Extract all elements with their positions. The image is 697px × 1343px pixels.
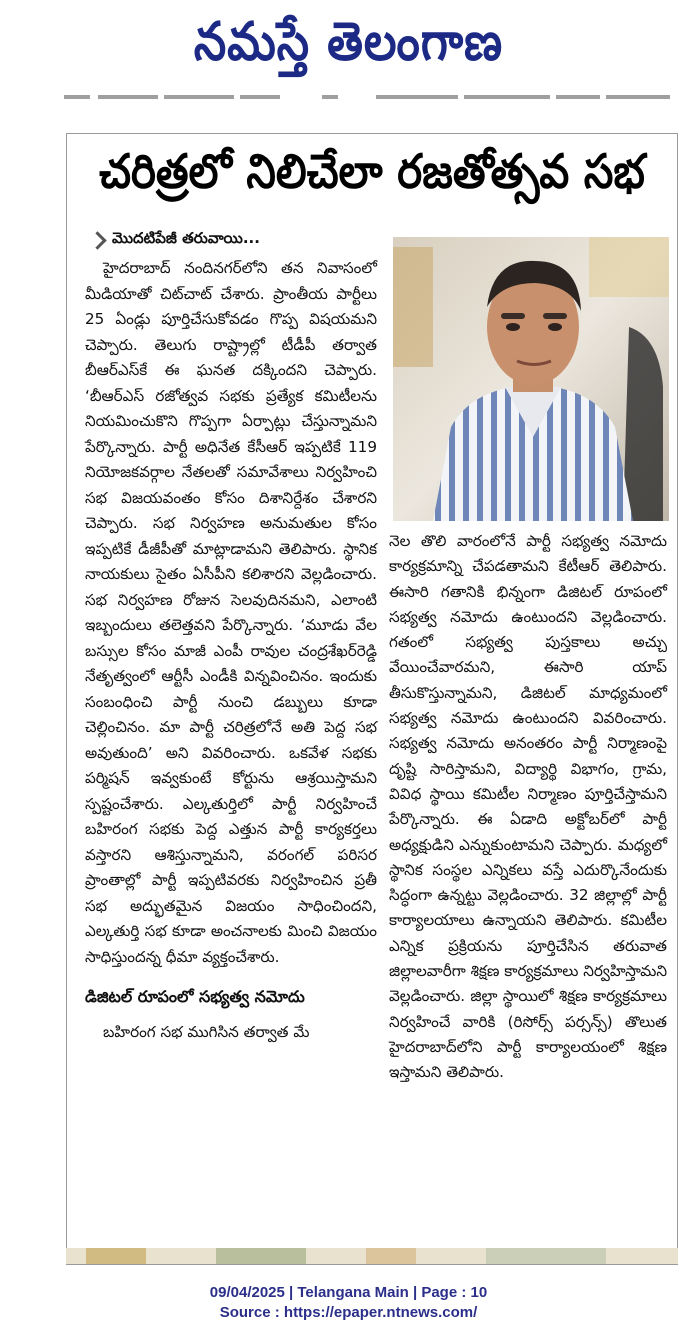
chevron-right-icon [88,231,106,249]
edition-info: 09/04/2025 | Telangana Main | Page : 10 [209,1284,488,1301]
ktr-photo [393,237,669,521]
masthead [0,0,697,82]
continued-from-front-page [89,229,379,251]
left-paragraph: హైదరాబాద్ నందినగర్‌లోని తన నివాసంలో మీడియాతో చిట్‌చాట్ చేశారు. ప్రాంతీయ పార్టీలు 25 ఏండ్లు పూర్తిచేసుకోవడం గొప్ప విషయమని చెప్పారు. తెలుగు రాష్ట్రాల్లో టీడీపీ తర్వాత బీఆర్‌ఎస్‌కే ఈ ఘనత దక్కిందని చెప్పారు. ‘బీఆర్‌ఎస్ రజోత్వవ సభకు ప్రత్యేక కమిటీలను నియమించుకొని గొప్పగా ఏర్పాట్లు చేస్తున్నామని పేర్కొన్నారు. పార్టీ అధినేత కేసీఆర్ ఇప్పటికే 119 నియోజకవర్గాల నేతలతో సమావేశాలు నిర్వహించి సభ విజయవంతం కోసం దిశానిర్దేశం చేశారని చెప్పారు. సభ నిర్వహణ అనుమతుల కోసం ఇప్పటికే డీజీపీతో మాట్లాడామని తెలిపారు. స్థానిక నాయకులు సైతం ఏసీపీని కలిశారని వెల్లడించారు. సభ నిర్వహణ రోజున సెలవుదినమని, ఎలాంటి ఇబ్బందులు తలెత్తవని పేర్కొన్నారు. ‘మూడు వేల బస్సుల కోసం మాజీ ఎంపీ రావుల చంద్రశేఖర్‌రెడ్డి నేతృత్వంలో ఆర్టీసీ ఎండీకి విన్నవించినం. ఇందుకు సంబంధించి పార్టీ నుంచి డబ్బులు కూడా చెల్లించినం. మా పార్టీ చరిత్రలోనే అతి పెద్ద సభ అవుతుంది’ అని వివరించారు. ఒకవేళ సభకు పర్మిషన్ ఇవ్వకుంటే కోర్టును ఆశ్రయిస్తామని స్పష్టంచేశారు. ఎల్కతుర్తిలో పార్టీ నిర్వహించే బహిరంగ సభకు పెద్ద ఎత్తున పార్టీ కార్యకర్తలు వస్తారని ఆశిస్తున్నామని, వరంగల్ పరిసర ప్రాంతాల్లో పార్టీ ఇప్పటివరకు నిర్వహించిన ప్రతీ సభ అద్భుతమైన విజయం సాధించిందని, ఎల్కతుర్తి సభ కూడా అంచనాలకు మించి విజయం సాధిస్తుందన్న ధీమా వ్యక్తంచేశారు. [85,259,377,966]
cut-image-artifact [66,1248,678,1264]
source-link[interactable]: Source : https://epaper.ntnews.com/ [219,1304,478,1321]
cut-off-text-strip [60,88,680,106]
left-paragraph-tail: బహిరంగ సభ ముగిసిన తర్వాత మే [103,1022,310,1041]
article-headline: చరిత్రలో నిలిచేలా రజతోత్సవ సభ [99,143,645,199]
continued-label: మొదటిపేజీ తరువాయి... [112,229,260,247]
article-left-column [85,256,377,1045]
newspaper-logo: నమస్తే తెలంగాణ [193,9,504,73]
cut-text-artifact [60,88,680,106]
article-right-column [389,529,667,1086]
portrait-image [393,237,669,521]
right-paragraph: నెల తొలి వారంలోనే పార్టీ సభ్యత్వ నమోదు కార్యక్రమాన్ని చేపడతామని కేటీఆర్ తెలిపారు. ఈసారి గతానికి భిన్నంగా డిజిటల్ రూపంలో సభ్యత్వ నమోదు ఉంటుందని వెల్లడించారు. గతంలో సభ్యత్వ పుస్తకాలు అచ్చు వేయించేవారమని, ఈసారి యాప్ తీసుకొస్తున్నామని, డిజిటల్ మాధ్యమంలో సభ్యత్వ నమోదు ఉంటుందని వివరించారు. సభ్యత్వ నమోదు అనంతరం పార్టీ నిర్మాణంపై దృష్టి సారిస్తామని, విద్యార్థి విభాగం, గ్రామ, వివిధ స్థాయి కమిటీల నిర్మాణం పూర్తిచేస్తామని పేర్కొన్నారు. ఈ ఏడాది అక్టోబర్‌లో పార్టీ అధ్యక్షుడిని ఎన్నుకుంటామని చెప్పారు. మధ్యలో స్థానిక సంస్థల ఎన్నికలు వస్తే ఎదుర్కొనేందుకు సిద్ధంగా ఉన్నట్టు వెల్లడించారు. 32 జిల్లాల్లో పార్టీ కార్యాలయాలు ఉన్నాయని తెలిపారు. కమిటీల ఎన్నిక ప్రక్రియను పూర్తిచేసిన తరువాత జిల్లాలవారీగా శిక్షణ కార్యక్రమాలు నిర్వహిస్తామని వెల్లడించారు. జిల్లా స్థాయిలో శిక్షణ కార్యక్రమాలు నిర్వహించే వారికి (రిసోర్స్ పర్సన్స్) తొలుత హైదరాబాద్‌లోని పార్టీ కార్యాలయంలో శిక్షణ ఇస్తామని తెలిపారు. [389,532,667,1082]
page-footer [0,1283,697,1323]
article-clipping [66,133,678,1265]
article-subheading: డిజిటల్ రూపంలో సభ్యత్వ నమోదు [85,987,305,1006]
cut-off-image-strip [66,1248,678,1264]
